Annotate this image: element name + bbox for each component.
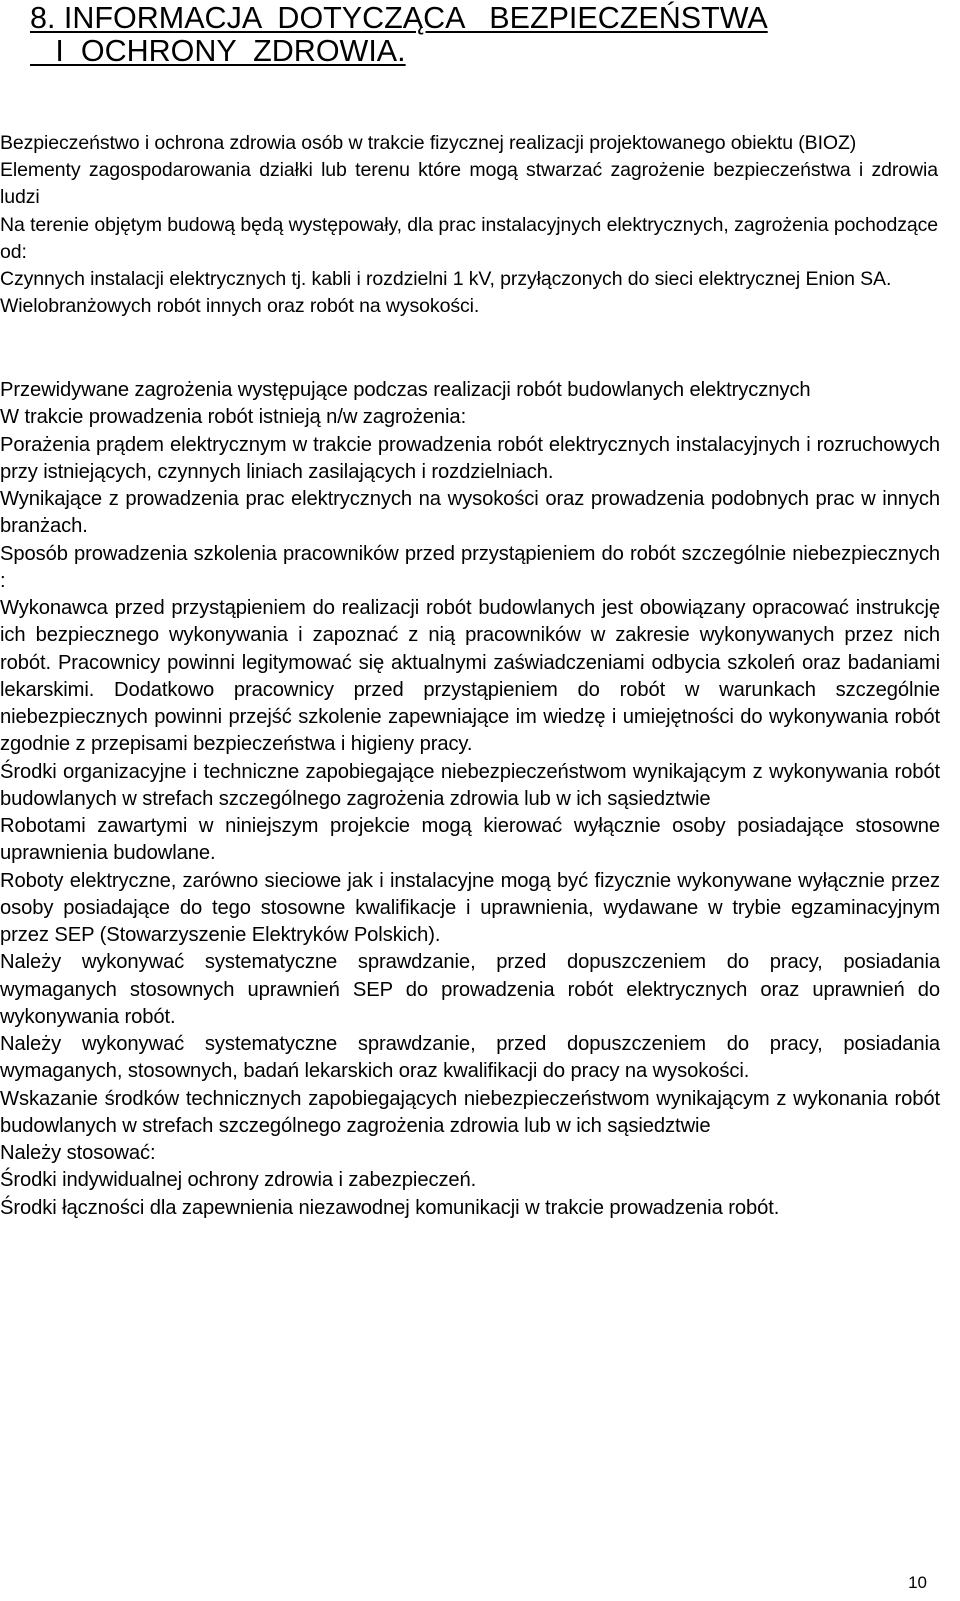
paragraph: Należy stosować: — [0, 1142, 156, 1164]
paragraph: Wykonawca przed przystąpieniem do realizacji robót budowlanych jest obowiązany opracować instrukcję ich bezpiecznego wykonywania i zapoznać z nią pracowników w zakresie wykonywanych przez nich robót. Pracownicy powinni legitymować się aktualnymi zaświadczeniami odbycia szkoleń oraz badaniami lekarskimi. Dodatkowo pracownicy przed przystąpieniem do robót w warunkach szczególnie niebezpiecznych powinni przejść szkolenie zapewniające im wiedzę i umiejętności do wykonywania robót zgodnie z przepisami bezpieczeństwa i higieny pracy. — [0, 597, 940, 756]
paragraph: W trakcie prowadzenia robót istnieją n/w zagrożenia: — [0, 406, 467, 429]
paragraph: Środki indywidualnej ochrony zdrowia i zabezpieczeń. — [0, 1169, 477, 1192]
paragraph: Roboty elektryczne, zarówno sieciowe jak i instalacyjne mogą być fizycznie wykonywane wyłącznie przez osoby posiadające do tego stosowne kwalifikacje i uprawnienia, wydawane w trybie egzaminacyjnym przez SEP (Stowarzyszenie Elektryków Polskich). — [0, 869, 940, 946]
hazards-block — [0, 377, 940, 1222]
intro-block — [0, 130, 938, 320]
section-heading-line-1: 8. INFORMACJA DOTYCZĄCA BEZPIECZEŃSTWA — [30, 1, 768, 35]
paragraph: Sposób prowadzenia szkolenia pracowników przed przystąpieniem do robót szczególnie niebezpiecznych : — [0, 542, 940, 592]
paragraph: Wskazanie środków technicznych zapobiegających niebezpieczeństwom wynikającym z wykonania robót budowlanych w strefach szczególnego zagrożenia zdrowia lub w ich sąsiedztwie — [0, 1087, 940, 1137]
paragraph: Wielobranżowych robót innych oraz robót na wysokości. — [0, 295, 480, 318]
paragraph: Bezpieczeństwo i ochrona zdrowia osób w trakcie fizycznej realizacji projektowanego obiektu (BIOZ) — [0, 132, 857, 154]
paragraph: Wynikające z prowadzenia prac elektrycznych na wysokości oraz prowadzenia podobnych prac w innych branżach. — [0, 488, 940, 538]
section-heading-line-2: I OCHRONY ZDROWIA. — [30, 34, 406, 68]
paragraph: Elementy zagospodarowania działki lub terenu które mogą stwarzać zagrożenie bezpieczeństwa i zdrowia ludzi — [0, 159, 938, 209]
paragraph: Robotami zawartymi w niniejszym projekcie mogą kierować wyłącznie osoby posiadające stosowne uprawnienia budowlane. — [0, 815, 940, 865]
paragraph: Należy wykonywać systematyczne sprawdzanie, przed dopuszczeniem do pracy, posiadania wymaganych stosownych uprawnień SEP do prowadzenia robót elektrycznych oraz uprawnień do wykonywania robót. — [0, 951, 940, 1028]
section-heading — [30, 2, 910, 68]
paragraph: Środki organizacyjne i techniczne zapobiegające niebezpieczeństwom wynikającym z wykonywania robót budowlanych w strefach szczególnego zagrożenia zdrowia lub w ich sąsiedztwie — [0, 760, 940, 810]
paragraph: Środki łączności dla zapewnienia niezawodnej komunikacji w trakcie prowadzenia robót. — [0, 1196, 780, 1219]
paragraph: Na terenie objętym budową będą występowały, dla prac instalacyjnych elektrycznych, zagrożenia pochodzące od: — [0, 213, 938, 263]
paragraph: Przewidywane zagrożenia występujące podczas realizacji robót budowlanych elektrycznych — [0, 379, 811, 401]
paragraph: Należy wykonywać systematyczne sprawdzanie, przed dopuszczeniem do pracy, posiadania wymaganych, stosownych, badań lekarskich oraz kwalifikacji do pracy na wysokości. — [0, 1033, 940, 1083]
paragraph: Czynnych instalacji elektrycznych tj. kabli i rozdzielni 1 kV, przyłączonych do sieci elektrycznej Enion SA. — [0, 268, 892, 291]
page-number: 10 — [908, 1573, 927, 1592]
paragraph: Porażenia prądem elektrycznym w trakcie prowadzenia robót elektrycznych instalacyjnych i rozruchowych przy istniejących, czynnych liniach zasilających i rozdzielniach. — [0, 433, 940, 483]
